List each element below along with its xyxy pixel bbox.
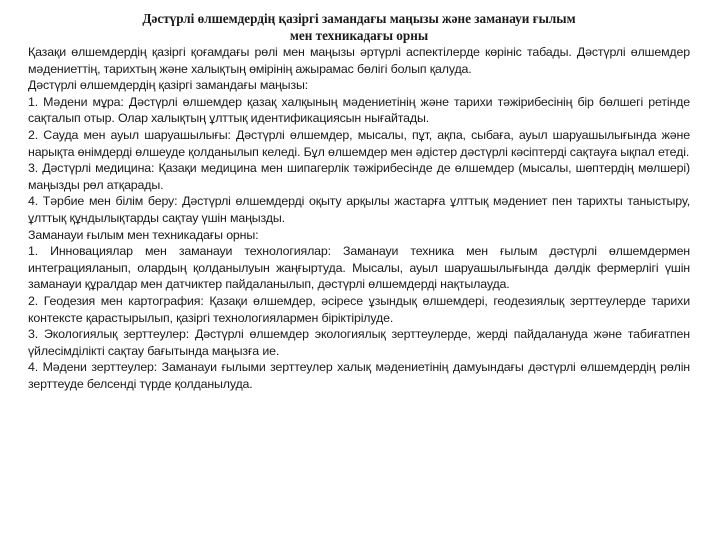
list-item-traditional-medicine: 3. Дәстүрлі медицина: Қазақи медицина мен шипагерлік тәжірибесінде де өлшемдер (мысалы, шөптердің мөлшері) маңызды рөл атқарады. bbox=[28, 161, 690, 192]
list-item-education: 4. Тәрбие мен білім беру: Дәстүрлі өлшемдерді оқыту арқылы жастарға ұлттық мәдениет пен тарихты таныстыру, ұлттық құндылықтарды сақтау үшін маңызды. bbox=[28, 194, 690, 225]
list-item-cultural-heritage: 1. Мәдени мұра: Дәстүрлі өлшемдер қазақ халқының мәдениетінің және тарихи тәжірибесінің бір бөлшегі ретінде сақталып отыр. Олар халықтың ұлттық идентификациясын нығайтады. bbox=[28, 94, 690, 126]
list-item-trade-agriculture: 2. Сауда мен ауыл шаруашылығы: Дәстүрлі өлшемдер, мысалы, пұт, ақпа, сыбаға, ауыл шаруашылығында және нарықта өнімдерді өлшеуде қолданылып келеді. Бұл өлшемдер мен әдістер дәстүрлі кәсіптерді сақтауға ықпал етеді. bbox=[28, 127, 690, 159]
section-heading-modern-science: Заманауи ғылым мен техникадағы орны: bbox=[28, 227, 259, 242]
intro-paragraph: Қазақи өлшемдердің қазіргі қоғамдағы рөлі мен маңызы әртүрлі аспектілерде көрініс табады. Дәстүрлі өлшемдер мәдениеттің, тарихтың және халықтың өмірінің ажырамас бөлігі болып қалуда. bbox=[28, 45, 690, 76]
document-title bbox=[28, 10, 690, 44]
title-line-1: Дәстүрлі өлшемдердің қазіргі замандағы маңызы және заманауи ғылым bbox=[142, 11, 576, 26]
list-item-ecology: 3. Экологиялық зерттеулер: Дәстүрлі өлшемдер экологиялық зерттеулерде, жерді пайдалануда және табиғатпен үйлесімділікті сақтау бағытында маңызға ие. bbox=[28, 327, 690, 358]
list-item-geodesy: 2. Геодезия мен картография: Қазақи өлшемдер, әсіресе ұзындық өлшемдері, геодезиялық зерттеулерде тарихи контексте қарастырылып, қазіргі технологиялармен біріктірілуде. bbox=[28, 293, 690, 325]
title-line-2: мен техникадағы орны bbox=[289, 28, 429, 43]
list-item-innovations: 1. Инновациялар мен заманауи технологиялар: Заманауи техника мен ғылым дәстүрлі өлшемдермен интеграцияланып, олардың қолданылуын жаңғыртуда. Мысалы, ауыл шаруашылығында дәлдік фермерлігі үшін заманауи құралдар мен датчиктер пайдаланылып, дәстүрлі өлшемдерді нақтылауда. bbox=[28, 244, 690, 292]
section-heading-significance: Дәстүрлі өлшемдердің қазіргі замандағы маңызы: bbox=[28, 78, 309, 93]
list-item-cultural-research: 4. Мәдени зерттеулер: Заманауи ғылыми зерттеулер халық мәдениетінің дамуындағы дәстүрлі өлшемдердің рөлін зерттеуде белсенді түрде қолданылуда. bbox=[28, 360, 690, 391]
